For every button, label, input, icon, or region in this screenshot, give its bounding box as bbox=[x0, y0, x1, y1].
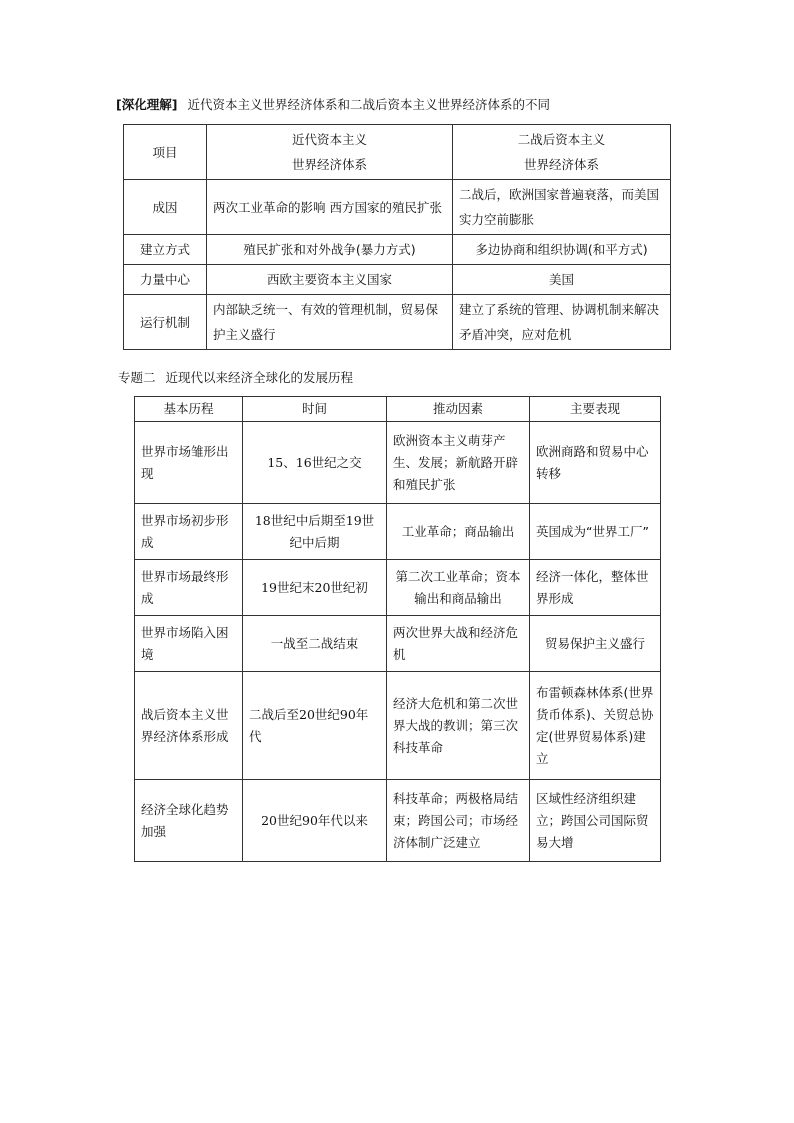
table-row bbox=[135, 422, 661, 504]
row-label: 成因 bbox=[124, 180, 207, 235]
header-postwar-line1: 二战后资本主义 bbox=[517, 132, 606, 147]
time-cell: 15、16世纪之交 bbox=[243, 422, 387, 504]
globalization-header-row bbox=[135, 397, 661, 422]
manifest-cell: 经济一体化，整体世界形成 bbox=[530, 560, 661, 616]
header-modern-line2: 世界经济体系 bbox=[291, 157, 367, 172]
manifest-cell: 英国成为“世界工厂” bbox=[530, 504, 661, 560]
section2-heading bbox=[118, 369, 353, 387]
table-row bbox=[124, 295, 671, 350]
table-row bbox=[124, 235, 671, 265]
section2-title: 近现代以来经济全球化的发展历程 bbox=[165, 370, 354, 385]
manifest-cell: 贸易保护主义盛行 bbox=[530, 616, 661, 672]
stage-cell: 世界市场初步形成 bbox=[135, 504, 243, 560]
comparison-header-row bbox=[124, 125, 671, 180]
header-postwar-line2: 世界经济体系 bbox=[523, 157, 599, 172]
postwar-cell: 多边协商和组织协调(和平方式) bbox=[453, 235, 671, 265]
header-modern bbox=[207, 125, 453, 180]
factors-cell: 科技革命；两极格局结束；跨国公司；市场经济体制广泛建立 bbox=[387, 780, 530, 862]
table-row bbox=[135, 780, 661, 862]
table-row bbox=[135, 672, 661, 780]
modern-cell: 殖民扩张和对外战争(暴力方式) bbox=[207, 235, 453, 265]
table-row bbox=[135, 616, 661, 672]
header-modern-line1: 近代资本主义 bbox=[291, 132, 367, 147]
time-cell: 一战至二战结束 bbox=[243, 616, 387, 672]
table-row bbox=[124, 180, 671, 235]
manifest-cell: 区域性经济组织建立；跨国公司国际贸易大增 bbox=[530, 780, 661, 862]
header-time: 时间 bbox=[243, 397, 387, 422]
stage-cell: 经济全球化趋势加强 bbox=[135, 780, 243, 862]
table-row bbox=[124, 265, 671, 295]
section1-tag: [深化理解] bbox=[116, 97, 178, 112]
table-row bbox=[135, 504, 661, 560]
globalization-table bbox=[134, 396, 661, 862]
stage-cell: 世界市场陷入困境 bbox=[135, 616, 243, 672]
header-postwar bbox=[453, 125, 671, 180]
section1-title: 近代资本主义世界经济体系和二战后资本主义世界经济体系的不同 bbox=[187, 97, 550, 112]
header-factors: 推动因素 bbox=[387, 397, 530, 422]
time-cell: 二战后至20世纪90年代 bbox=[243, 672, 387, 780]
header-manifest: 主要表现 bbox=[530, 397, 661, 422]
time-cell: 20世纪90年代以来 bbox=[243, 780, 387, 862]
header-item: 项目 bbox=[124, 125, 207, 180]
factors-cell: 第二次工业革命；资本输出和商品输出 bbox=[387, 560, 530, 616]
stage-cell: 世界市场最终形成 bbox=[135, 560, 243, 616]
modern-cell: 内部缺乏统一、有效的管理机制，贸易保护主义盛行 bbox=[207, 295, 453, 350]
factors-cell: 欧洲资本主义萌芽产生、发展；新航路开辟和殖民扩张 bbox=[387, 422, 530, 504]
modern-cell: 两次工业革命的影响 西方国家的殖民扩张 bbox=[207, 180, 453, 235]
time-cell: 18世纪中后期至19世纪中后期 bbox=[243, 504, 387, 560]
postwar-cell: 建立了系统的管理、协调机制来解决矛盾冲突，应对危机 bbox=[453, 295, 671, 350]
factors-cell: 两次世界大战和经济危机 bbox=[387, 616, 530, 672]
stage-cell: 战后资本主义世界经济体系形成 bbox=[135, 672, 243, 780]
section1-heading bbox=[116, 96, 550, 114]
factors-cell: 经济大危机和第二次世界大战的教训；第三次科技革命 bbox=[387, 672, 530, 780]
time-cell: 19世纪末20世纪初 bbox=[243, 560, 387, 616]
row-label: 建立方式 bbox=[124, 235, 207, 265]
modern-cell: 西欧主要资本主义国家 bbox=[207, 265, 453, 295]
comparison-table bbox=[123, 124, 671, 350]
row-label: 运行机制 bbox=[124, 295, 207, 350]
postwar-cell: 美国 bbox=[453, 265, 671, 295]
section2-tag: 专题二 bbox=[118, 370, 156, 385]
factors-cell: 工业革命；商品输出 bbox=[387, 504, 530, 560]
manifest-cell: 布雷顿森林体系(世界货币体系)、关贸总协定(世界贸易体系)建立 bbox=[530, 672, 661, 780]
header-stage: 基本历程 bbox=[135, 397, 243, 422]
table-row bbox=[135, 560, 661, 616]
postwar-cell: 二战后，欧洲国家普遍衰落，而美国实力空前膨胀 bbox=[453, 180, 671, 235]
stage-cell: 世界市场雏形出现 bbox=[135, 422, 243, 504]
row-label: 力量中心 bbox=[124, 265, 207, 295]
manifest-cell: 欧洲商路和贸易中心转移 bbox=[530, 422, 661, 504]
